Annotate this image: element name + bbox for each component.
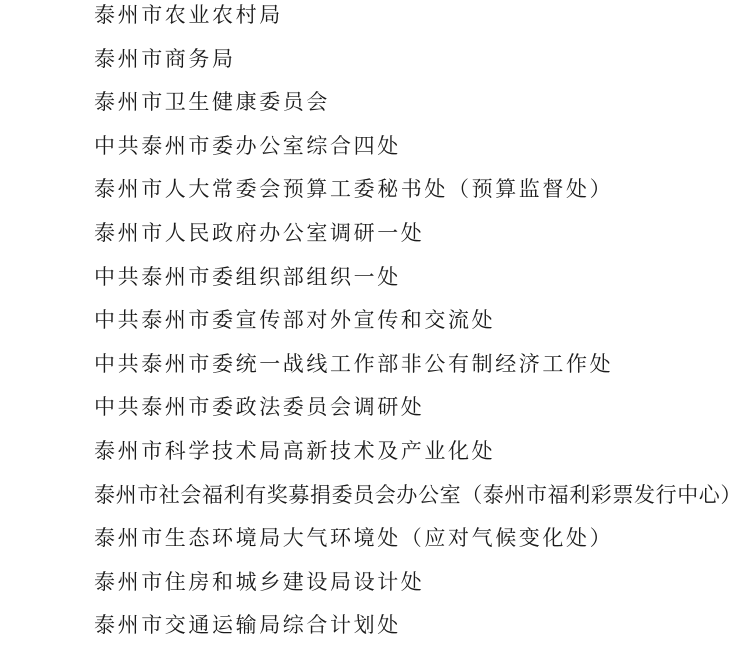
list-item: 泰州市商务局 — [94, 46, 236, 71]
list-item: 泰州市人民政府办公室调研一处 — [94, 220, 425, 245]
list-item: 泰州市交通运输局综合计划处 — [94, 613, 401, 638]
list-item: 泰州市住房和城乡建设局设计处 — [94, 569, 425, 594]
list-item: 中共泰州市委组织部组织一处 — [94, 264, 401, 289]
list-item: 泰州市生态环境局大气环境处（应对气候变化处） — [94, 526, 614, 551]
list-item: 泰州市卫生健康委员会 — [94, 90, 330, 115]
list-item: 泰州市科学技术局高新技术及产业化处 — [94, 438, 496, 463]
list-item: 泰州市人大常委会预算工委秘书处（预算监督处） — [94, 177, 614, 202]
list-item: 中共泰州市委统一战线工作部非公有制经济工作处 — [94, 351, 614, 376]
list-item: 中共泰州市委政法委员会调研处 — [94, 395, 425, 420]
list-item: 中共泰州市委宣传部对外宣传和交流处 — [94, 308, 496, 333]
list-item: 泰州市农业农村局 — [94, 3, 283, 27]
list-item: 泰州市社会福利有奖募捐委员会办公室（泰州市福利彩票发行中心） — [94, 482, 742, 507]
organization-list — [94, 0, 744, 654]
list-item: 中共泰州市委办公室综合四处 — [94, 133, 401, 158]
